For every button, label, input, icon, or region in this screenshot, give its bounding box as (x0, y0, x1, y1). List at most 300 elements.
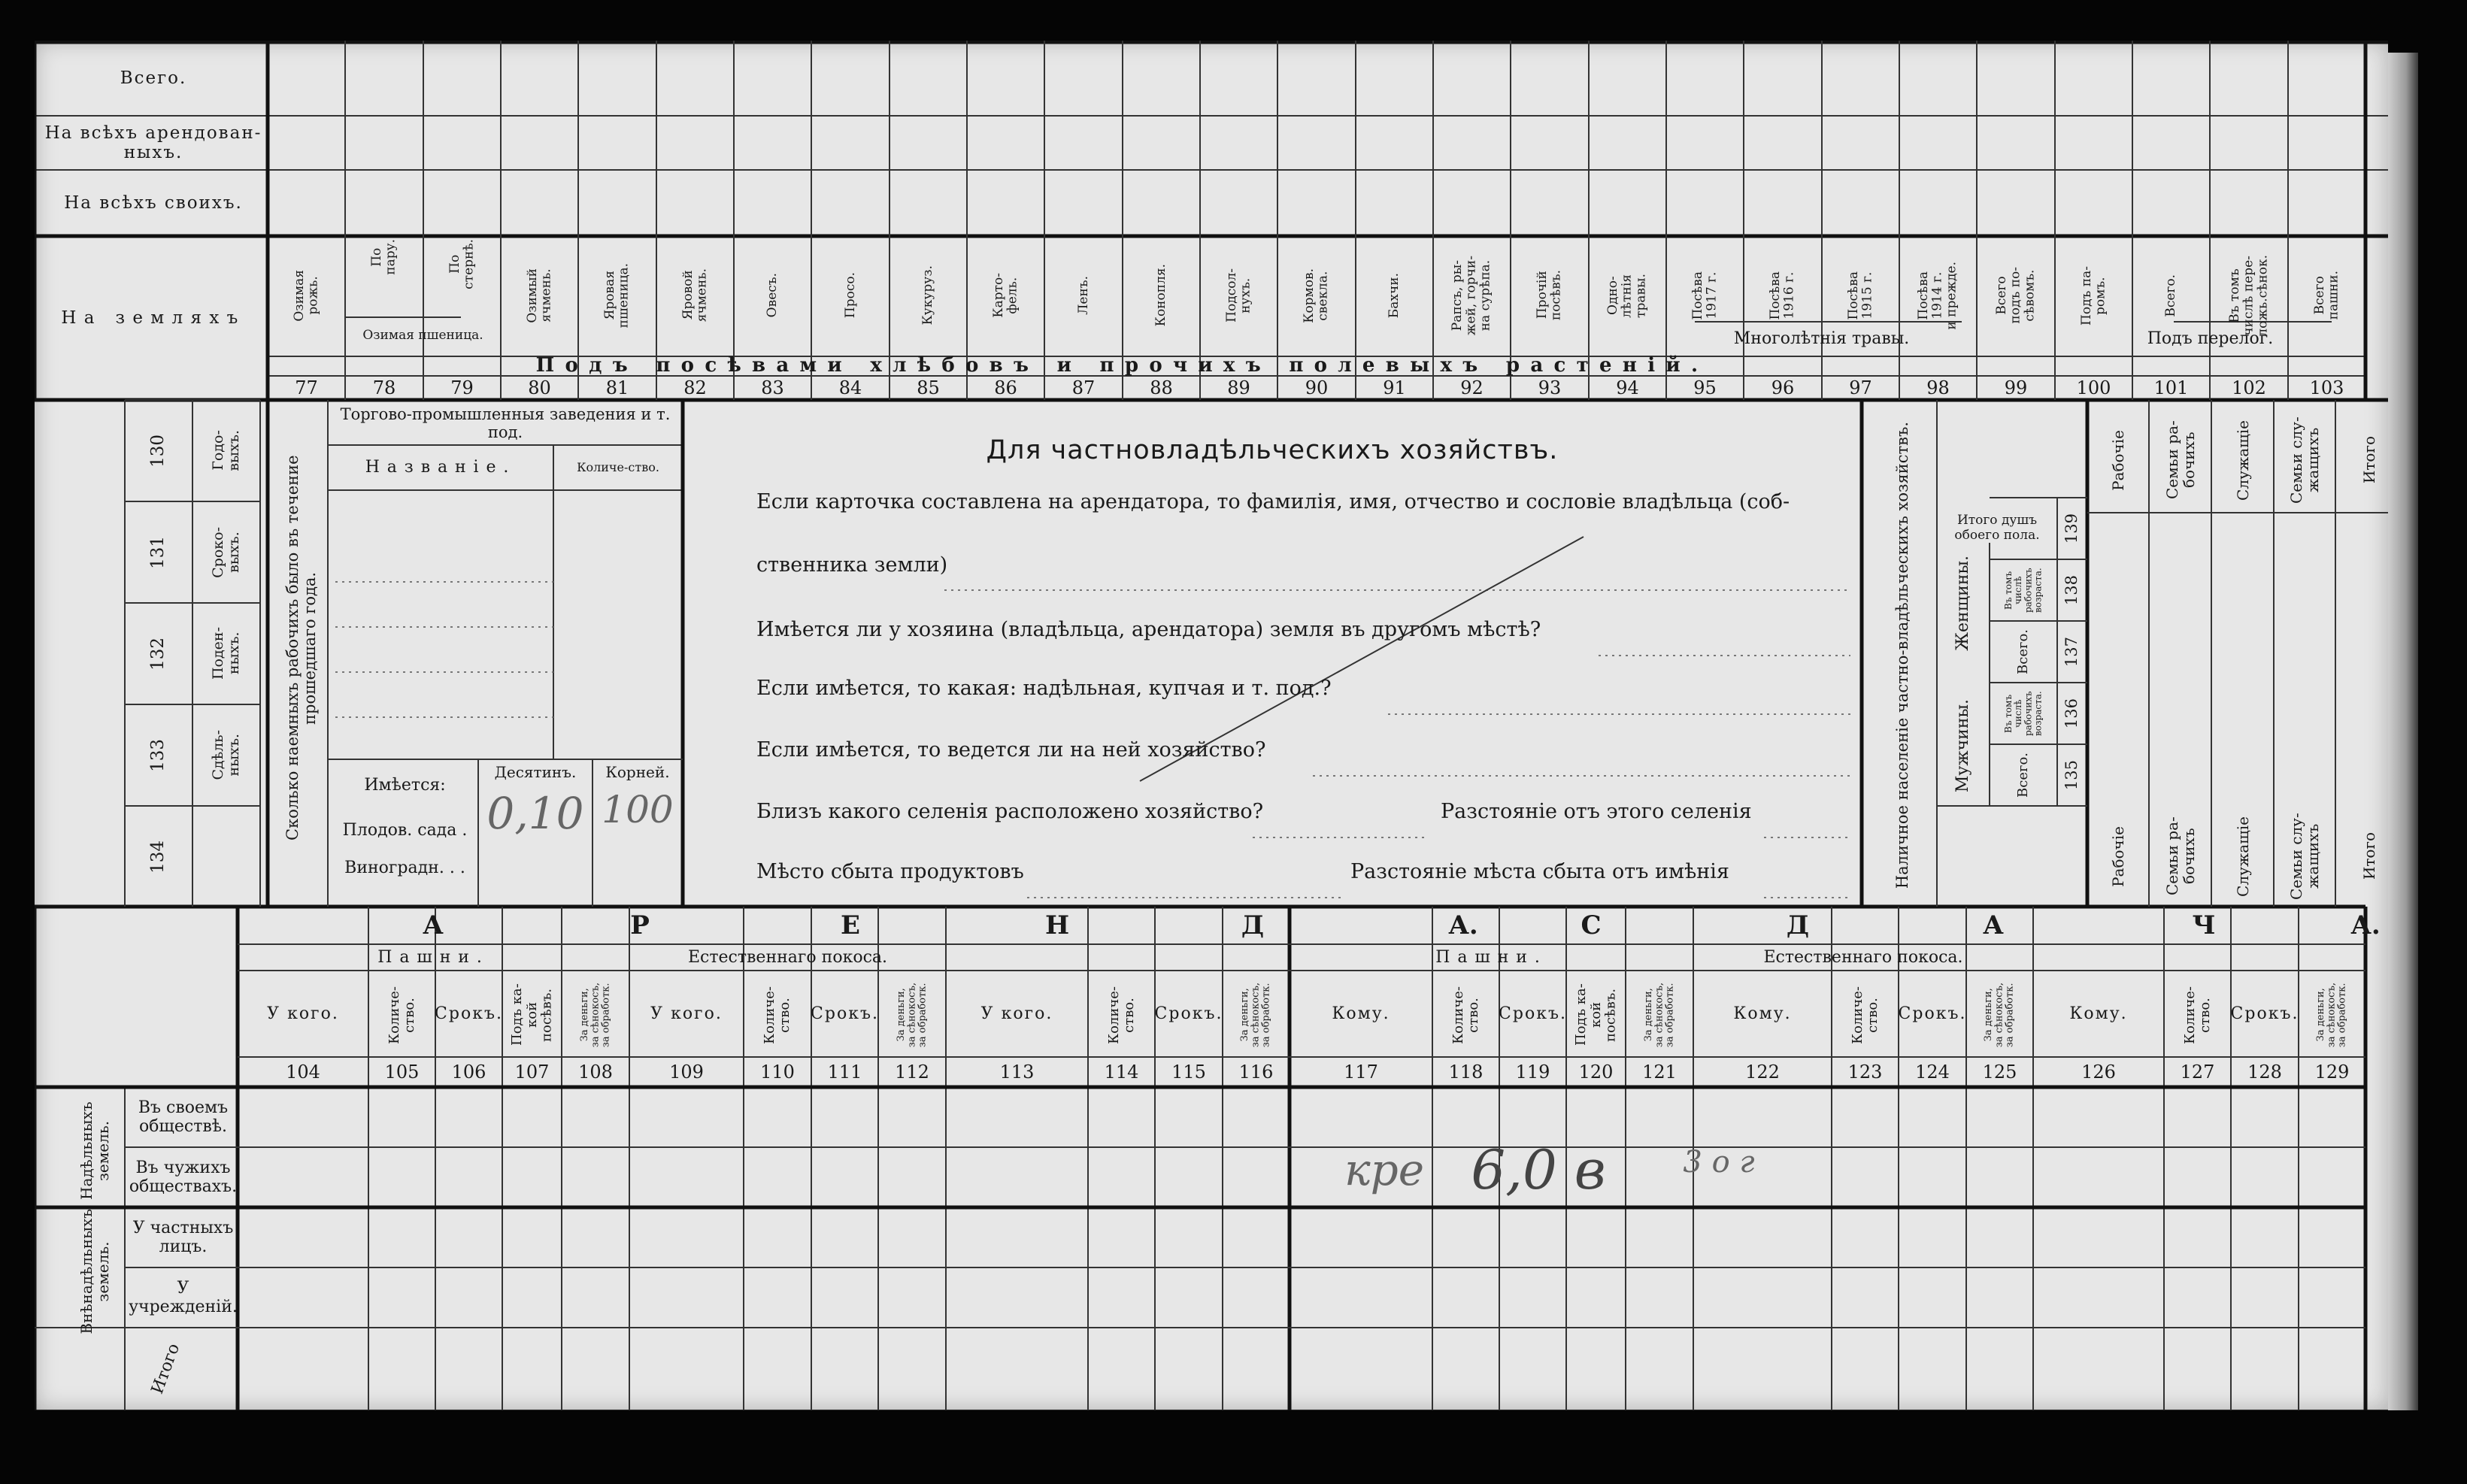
top-col-num-100 (2055, 376, 2132, 400)
bottom-col-num-123 (1832, 1057, 1899, 1087)
private-q5b (1441, 800, 1862, 833)
population-label (1869, 415, 1937, 896)
right-bottom-2 (2211, 806, 2274, 907)
na-zemlyakh-label-text: На земляхъ (61, 307, 246, 328)
private-q1b-text: ственника земли) (756, 553, 948, 577)
pop-num-136 (2057, 683, 2087, 744)
bottom-col-label-107-text: Подъ ка- кой посѣвъ. (508, 983, 555, 1046)
arenda-letter-0 (411, 907, 456, 944)
worker-col-label-2 (192, 603, 260, 704)
top-col-label-83-text: Овесъ. (765, 273, 780, 318)
worker-col-num-130 (125, 400, 192, 501)
top-col-num-79-text: 79 (450, 377, 474, 398)
pop-num-139-text: 139 (2062, 513, 2081, 544)
top-col-num-85 (890, 376, 967, 400)
bottom-col-num-113 (946, 1057, 1088, 1087)
top-col-num-102-text: 102 (2232, 377, 2266, 398)
arenda-pashni (238, 944, 629, 971)
bottom-col-num-129 (2299, 1057, 2365, 1087)
bottom-col-label-119-text: Срокъ. (1499, 1004, 1567, 1023)
bottom-col-num-111 (811, 1057, 878, 1087)
top-col-label-78 (347, 239, 422, 275)
arenda-letter-5 (1441, 907, 1486, 944)
top-col-num-89-text: 89 (1227, 377, 1250, 398)
bottom-col-label-126-text: Кому. (2069, 1004, 2128, 1023)
right-top-3-text: Семьи слу-жащихъ (2287, 416, 2322, 504)
nadel-label (65, 1095, 125, 1207)
pop-vsego-2-text: Всего. (2015, 629, 2032, 674)
trade-name-header-text: Названіе. (365, 458, 517, 477)
bottom-col-label-121-text: За деньги, за сѣнокосъ, за обработк. (1642, 982, 1676, 1048)
pop-vsego-4 (1990, 744, 2057, 806)
pop-num-139 (2057, 498, 2087, 559)
bottom-col-num-111-text: 111 (827, 1062, 862, 1083)
bottom-col-label-127 (2165, 974, 2229, 1055)
arenda-letter-1 (617, 907, 662, 944)
bottom-col-label-118 (1434, 974, 1498, 1055)
top-row-label-1 (42, 116, 265, 170)
bottom-col-num-114-text: 114 (1104, 1062, 1139, 1083)
top-col-label-100-text: Подъ па- ромъ. (2078, 265, 2108, 326)
sdacha-estestv-text: Естественнаго покоса. (1763, 947, 1963, 967)
top-col-num-91-text: 91 (1383, 377, 1406, 398)
top-col-label-80-text: Озимый ячмень. (524, 268, 554, 323)
top-col-label-81 (580, 238, 655, 353)
bottom-col-num-119 (1499, 1057, 1566, 1087)
garden-desyatin-value (478, 783, 593, 843)
private-q1b (756, 553, 1854, 586)
top-col-label-102-text: Въ томъ числѣ пере- ложь.сѣнок. (2226, 254, 2271, 337)
top-col-num-92 (1433, 376, 1511, 400)
top-col-label-80 (502, 238, 577, 353)
arenda-letter-1-text: Р (630, 910, 650, 940)
worker-col-num-132 (125, 603, 192, 704)
top-col-label-78-text: По пару. (369, 239, 399, 275)
plodov-label (332, 812, 478, 850)
bottom-col-num-126 (2033, 1057, 2164, 1087)
bottom-col-label-125 (1968, 974, 2032, 1055)
bottom-col-label-117-text: Кому. (1332, 1004, 1390, 1023)
top-col-label-86-text: Карто- фель. (990, 273, 1020, 318)
top-row-label-0-text: Всего. (120, 68, 187, 88)
top-col-label-95-text: Посѣва 1917 г. (1690, 271, 1720, 320)
arenda-letter-5-text: А. (1448, 910, 1478, 940)
nadel-label-text: Надѣльныхъ земель. (77, 1101, 112, 1201)
private-title (683, 432, 1862, 469)
sdacha-letter-0 (1568, 907, 1614, 944)
top-col-num-77 (268, 376, 345, 400)
top-col-num-84 (811, 376, 890, 400)
bottom-col-num-116 (1223, 1057, 1290, 1087)
top-col-num-92-text: 92 (1460, 377, 1484, 398)
bottom-col-label-114-text: Количе- ство. (1105, 986, 1137, 1044)
bottom-col-num-128-text: 128 (2247, 1062, 2282, 1083)
top-col-label-77 (269, 238, 344, 353)
imeetsya-label (332, 759, 478, 812)
worker-col-num-133 (125, 704, 192, 806)
hand-kre-text: кре (1344, 1144, 1425, 1195)
top-col-label-93-text: Прочiй посѣвъ. (1535, 270, 1564, 321)
bottom-col-num-118-text: 118 (1448, 1062, 1484, 1083)
trade-header (328, 401, 683, 445)
top-col-num-78-text: 78 (372, 377, 396, 398)
top-col-num-98-text: 98 (1926, 377, 1950, 398)
top-col-label-98-text: Посѣва 1914 г. и прежде. (1916, 261, 1959, 330)
bottom-col-label-124 (1899, 971, 1966, 1057)
top-col-label-100 (2056, 238, 2131, 353)
section-banner (268, 356, 1977, 376)
imeetsya-label-text: Имѣется: (364, 776, 446, 795)
bottom-col-num-120-text: 120 (1578, 1062, 1614, 1083)
worker-col-label-4 (192, 806, 260, 907)
top-row-label-2 (42, 170, 265, 236)
bottom-col-num-127 (2164, 1057, 2231, 1087)
itogo-dush-text: Итого душъ обоего пола. (1954, 513, 2040, 543)
bottom-col-num-112 (878, 1057, 946, 1087)
sdacha-letter-1 (1775, 907, 1820, 944)
top-col-num-99-text: 99 (2004, 377, 2028, 398)
top-col-num-96 (1744, 376, 1822, 400)
top-col-label-92-text: Рапсъ, ры- жей, горчи- на сурѣпа. (1450, 255, 1493, 336)
top-col-label-90-text: Кормов. свекла. (1302, 268, 1331, 323)
pop-v-tom-chisle-3 (1990, 683, 2057, 744)
row-itogo-text: Итого (148, 1341, 184, 1397)
top-col-num-97 (1822, 376, 1899, 400)
pop-num-136-text: 136 (2062, 698, 2081, 729)
top-col-num-83 (734, 376, 811, 400)
top-col-num-91 (1356, 376, 1433, 400)
right-top-1-text: Семьи ра-бочихъ (2162, 420, 2198, 500)
bottom-col-label-128-text: Срокъ. (2230, 1004, 2299, 1023)
private-q3-text: Если имѣется, то какая: надѣльная, купчая и т. под.? (756, 677, 1332, 700)
row-u-chastnykh-text: У частныхъ лицъ. (132, 1218, 234, 1256)
sdacha-letter-2-text: А (1983, 910, 2004, 940)
worker-col-num-131 (125, 501, 192, 603)
bottom-col-label-116 (1224, 974, 1288, 1055)
top-col-label-81-text: Яровая пшеница. (602, 262, 632, 329)
vnenadel-label-text: Внѣнадѣльныхъ земель. (77, 1208, 112, 1334)
bottom-col-num-112-text: 112 (895, 1062, 929, 1083)
top-col-num-82-text: 82 (683, 377, 707, 398)
worker-col-label-0 (192, 400, 260, 501)
pop-num-135 (2057, 744, 2087, 806)
bottom-col-label-112-text: За деньги, за сѣнокосъ, за обработк. (895, 982, 929, 1048)
top-col-label-103 (2290, 238, 2364, 353)
trade-qty-header (553, 445, 683, 490)
bottom-col-num-108-text: 108 (578, 1062, 613, 1083)
section-banner-text: Подъ посѣвами хлѣбовъ и прочихъ полевыхъ растеній. (535, 354, 1709, 377)
top-col-num-87 (1044, 376, 1123, 400)
bottom-col-label-115 (1155, 971, 1223, 1057)
trade-header-text: Торгово-промышленныя заведения и т. под. (340, 404, 671, 441)
bottom-col-label-114 (1090, 974, 1153, 1055)
bottom-col-label-121 (1627, 974, 1692, 1055)
top-col-num-80-text: 80 (528, 377, 551, 398)
top-row-label-0 (42, 41, 265, 116)
top-row-label-2-text: На всѣхъ своихъ. (64, 192, 243, 213)
bottom-col-label-111-text: Срокъ. (811, 1004, 879, 1023)
bottom-col-label-105-text: Количе- ство. (386, 986, 417, 1044)
men-label (1937, 686, 1990, 806)
private-q6b (1350, 860, 1771, 893)
top-col-num-94 (1589, 376, 1666, 400)
right-top-2-text: Служащіе (2233, 419, 2252, 501)
right-bottom-3 (2274, 806, 2335, 907)
bottom-col-num-125 (1966, 1057, 2033, 1087)
top-col-label-89 (1202, 238, 1276, 353)
census-card (35, 41, 2388, 1410)
bottom-col-num-124-text: 124 (1915, 1062, 1950, 1083)
arenda-pashni-text: Пашни. (377, 947, 489, 967)
private-q5-text: Близъ какого селенія расположено хозяйство? (756, 800, 1264, 823)
top-col-label-77-text: Озимая рожь. (291, 269, 321, 322)
right-bottom-3-text: Семьи слу-жащихъ (2287, 813, 2322, 900)
worker-col-label-2-text: Поден- ныхъ. (210, 627, 242, 680)
pop-num-138-text: 138 (2062, 574, 2081, 606)
hand-note (1674, 1132, 1764, 1192)
sdacha-letter-4 (2343, 907, 2388, 944)
row-v-chuzhikh (129, 1147, 238, 1207)
bottom-col-num-119-text: 119 (1515, 1062, 1550, 1083)
bottom-col-num-107 (502, 1057, 562, 1087)
arenda-estestv (629, 944, 946, 971)
sdacha-letter-0-text: С (1581, 910, 1602, 940)
bottom-col-label-116-text: За деньги, за сѣнокосъ, за обработк. (1239, 982, 1272, 1048)
right-top-3 (2274, 407, 2335, 513)
bottom-col-num-117 (1290, 1057, 1432, 1087)
worker-col-num-133-text: 133 (148, 738, 168, 772)
sdacha-letter-3 (2181, 907, 2226, 944)
bottom-col-num-107-text: 107 (514, 1062, 550, 1083)
top-col-label-83 (735, 238, 810, 353)
right-bottom-4 (2335, 806, 2403, 907)
bottom-col-num-118 (1432, 1057, 1499, 1087)
arenda-letter-3 (1035, 907, 1080, 944)
bottom-col-num-110-text: 110 (760, 1062, 795, 1083)
bottom-col-label-123 (1833, 974, 1897, 1055)
vinogr-label (332, 850, 478, 887)
bottom-col-num-123-text: 123 (1847, 1062, 1883, 1083)
bottom-col-num-109 (629, 1057, 744, 1087)
top-col-label-97-text: Посѣва 1915 г. (1845, 271, 1875, 320)
arenda-letter-4-text: Д (1241, 910, 1265, 940)
bottom-col-num-121-text: 121 (1642, 1062, 1677, 1083)
right-top-2 (2211, 407, 2274, 513)
top-col-num-93 (1511, 376, 1589, 400)
worker-col-num-134-text: 134 (148, 840, 168, 874)
right-top-0 (2087, 407, 2149, 513)
bottom-col-num-105 (368, 1057, 435, 1087)
population-label-text: Наличное населеніе частно-владѣльческихъ хозяйствъ. (1893, 422, 1912, 889)
bottom-col-num-121 (1626, 1057, 1693, 1087)
right-bottom-4-text: Итого (2360, 832, 2378, 880)
men-label-text: Мужчины. (1953, 698, 1972, 793)
top-col-num-87-text: 87 (1071, 377, 1096, 398)
bottom-col-label-118-text: Количе- ство. (1450, 986, 1481, 1044)
top-col-num-81 (578, 376, 656, 400)
pop-vsego-2 (1990, 621, 2057, 683)
private-q6b-text: Разстояніе мѣста сбыта отъ имѣнія (1350, 860, 1729, 883)
private-q4 (756, 738, 1854, 771)
bottom-col-label-120 (1568, 974, 1624, 1055)
pop-v-tom-chisle-1 (1990, 559, 2057, 621)
bottom-col-num-115 (1155, 1057, 1223, 1087)
sdacha-estestv (1693, 944, 2033, 971)
bottom-col-num-114 (1088, 1057, 1155, 1087)
pop-v-tom-chisle-3-text: Въ томъ числѣ рабочихъ возраста. (2002, 691, 2044, 736)
right-bottom-2-text: Служащіе (2233, 816, 2252, 897)
top-col-num-93-text: 93 (1538, 377, 1562, 398)
top-col-label-103-text: Всего пашни. (2311, 271, 2341, 320)
page-edge (2388, 53, 2418, 1410)
top-col-num-79 (423, 376, 501, 400)
bottom-col-label-129 (2300, 974, 2364, 1055)
private-q2 (756, 618, 1854, 651)
row-u-chastnykh (129, 1207, 238, 1267)
top-col-num-94-text: 94 (1616, 377, 1639, 398)
worker-col-label-3-text: Сдѣль- ныхъ. (210, 730, 242, 780)
bottom-col-label-128 (2231, 971, 2299, 1057)
top-col-label-85-text: Кукуруз. (920, 265, 936, 326)
vnenadel-label (65, 1208, 125, 1334)
worker-col-num-132-text: 132 (148, 637, 168, 671)
bottom-col-num-120 (1566, 1057, 1626, 1087)
right-bottom-1 (2149, 806, 2211, 907)
private-q5b-text: Разстояніе отъ этого селенія (1441, 800, 1752, 823)
bottom-col-label-119 (1499, 971, 1566, 1057)
sdacha-letter-3-text: Ч (2192, 910, 2216, 940)
top-col-label-89-text: Подсол- нухъ. (1223, 268, 1253, 323)
arenda-letter-2 (828, 907, 873, 944)
bottom-col-label-122 (1693, 971, 1832, 1057)
top-col-label-90 (1279, 238, 1354, 353)
bottom-col-label-106 (435, 971, 502, 1057)
private-title-text: Для частновладѣльческихъ хозяйствъ. (986, 435, 1559, 465)
bottom-col-num-122-text: 122 (1745, 1062, 1780, 1083)
bottom-col-label-112 (880, 974, 944, 1055)
row-v-chuzhikh-text: Въ чужихъ обществахъ. (129, 1158, 238, 1196)
worker-col-label-1-text: Сроко- выхъ. (210, 526, 242, 578)
private-q3 (756, 677, 1854, 710)
bottom-col-label-107 (504, 974, 560, 1055)
arenda-letter-3-text: Н (1044, 910, 1070, 940)
bottom-col-label-109 (629, 971, 744, 1057)
top-col-num-89 (1200, 376, 1277, 400)
top-col-num-95 (1666, 376, 1744, 400)
right-bottom-1-text: Семьи ра-бочихъ (2162, 816, 2198, 896)
right-top-0-text: Рабочіе (2109, 429, 2127, 491)
bottom-col-num-108 (562, 1057, 629, 1087)
top-col-num-88 (1123, 376, 1200, 400)
top-col-label-91 (1357, 238, 1432, 353)
top-col-label-79 (425, 239, 499, 289)
private-q6-text: Мѣсто сбыта продуктовъ (756, 860, 1024, 883)
bottom-col-num-125-text: 125 (1982, 1062, 2017, 1083)
sdacha-pashni-text: Пашни. (1435, 947, 1547, 967)
bottom-col-label-127-text: Количе- ство. (2181, 986, 2213, 1044)
top-col-num-96-text: 96 (1771, 377, 1795, 398)
bottom-col-num-117-text: 117 (1344, 1062, 1378, 1083)
top-col-num-81-text: 81 (605, 377, 629, 398)
worker-col-num-134 (125, 806, 192, 907)
bottom-col-label-104 (238, 971, 368, 1057)
bottom-col-label-117 (1290, 971, 1432, 1057)
bottom-col-label-129-text: За деньги, за сѣнокосъ, за обработк. (2315, 982, 2348, 1048)
row-v-svoem (129, 1087, 238, 1147)
hand-kre (1328, 1140, 1441, 1200)
top-col-num-88-text: 88 (1150, 377, 1173, 398)
bottom-col-label-113-text: У кого. (980, 1004, 1053, 1023)
bottom-col-num-104-text: 104 (286, 1062, 320, 1083)
top-col-num-90 (1277, 376, 1356, 400)
workers-question (275, 415, 328, 881)
top-col-label-91-text: Бахчи. (1387, 272, 1402, 319)
hand-value-text: 6,0 в (1471, 1138, 1606, 1201)
private-q1a (756, 490, 1854, 523)
top-col-num-84-text: 84 (838, 377, 862, 398)
row-v-svoem-text: Въ своемъ обществѣ. (138, 1098, 229, 1136)
private-q2-text: Имѣется ли у хозяина (владѣльца, арендатора) земля въ другомъ мѣстѣ? (756, 618, 1541, 641)
bottom-col-label-115-text: Срокъ. (1154, 1004, 1223, 1023)
top-col-label-96-text: Посѣва 1916 г. (1768, 271, 1797, 320)
plodov-label-text: Плодов. сада . (342, 821, 468, 840)
pop-vsego-4-text: Всего. (2015, 753, 2032, 798)
bottom-col-num-124 (1899, 1057, 1966, 1087)
bottom-col-num-129-text: 129 (2314, 1062, 2350, 1083)
top-col-label-87-text: Ленъ. (1075, 276, 1091, 315)
top-col-label-92 (1435, 238, 1509, 353)
bottom-col-label-126 (2033, 971, 2164, 1057)
top-col-num-82 (656, 376, 734, 400)
korney-header-text: Корней. (605, 762, 670, 781)
bottom-col-num-109-text: 109 (669, 1062, 704, 1083)
garden-desyatin-value-text: 0,10 (486, 788, 584, 839)
trade-qty-header-text: Количе-ство. (577, 459, 659, 474)
bottom-col-label-120-text: Подъ ка- кой посѣвъ. (1572, 983, 1619, 1046)
arenda-letter-0-text: А (423, 910, 444, 940)
bottom-col-num-104 (238, 1057, 368, 1087)
ozim-pshen-label (345, 317, 501, 355)
private-q4-text: Если имѣется, то ведется ли на ней хозяйство? (756, 738, 1266, 762)
pop-num-137-text: 137 (2062, 636, 2081, 668)
women-label (1937, 543, 1990, 663)
bottom-col-num-110 (744, 1057, 811, 1087)
sdacha-letter-2 (1971, 907, 2016, 944)
sdacha-letter-1-text: Д (1786, 910, 1810, 940)
bottom-col-num-122 (1693, 1057, 1832, 1087)
top-col-label-88 (1124, 238, 1199, 353)
bottom-col-label-110 (745, 974, 810, 1055)
top-col-num-83-text: 83 (761, 377, 784, 398)
right-top-1 (2149, 407, 2211, 513)
right-top-4 (2335, 407, 2403, 513)
bottom-col-label-122-text: Кому. (1733, 1004, 1792, 1023)
bottom-col-label-108 (563, 974, 628, 1055)
vinogr-label-text: Виноградн. . . (344, 859, 465, 878)
top-col-num-95-text: 95 (1693, 377, 1717, 398)
bottom-col-label-124-text: Срокъ. (1898, 1004, 1967, 1023)
top-col-label-85 (891, 238, 965, 353)
arenda-estestv-text: Естественнаго покоса. (687, 947, 887, 967)
worker-col-label-3 (192, 704, 260, 806)
bottom-col-num-127-text: 127 (2180, 1062, 2215, 1083)
top-col-label-82 (658, 238, 732, 353)
pop-v-tom-chisle-1-text: Въ томъ числѣ рабочихъ возраста. (2002, 568, 2044, 613)
top-col-label-94 (1590, 238, 1665, 353)
top-col-num-101-text: 101 (2153, 377, 2189, 398)
top-col-num-77-text: 77 (295, 377, 318, 398)
top-col-num-78 (345, 376, 423, 400)
